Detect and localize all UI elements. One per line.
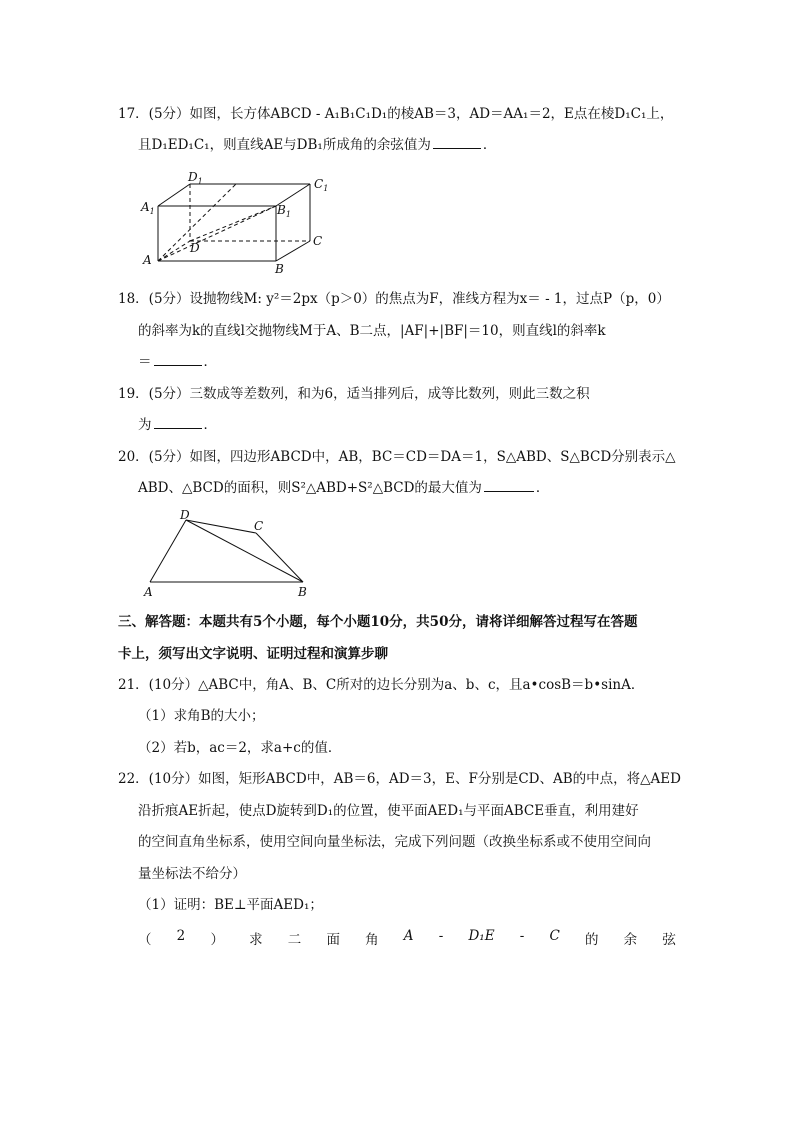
q17-line2-text: 且D₁ED₁C₁，则直线AE与DB₁所成角的余弦值为 xyxy=(138,137,431,153)
q19-line2-text: 为 xyxy=(138,417,152,433)
q22-part2-token: C xyxy=(549,928,560,944)
label-C: C xyxy=(254,519,264,533)
q22-part2-token: - xyxy=(438,928,444,944)
label-D: D xyxy=(190,241,200,255)
q18-line3-end: ． xyxy=(203,354,217,370)
q20-line2-text: ABD、△BCD的面积，则S²△ABD+S²△BCD的最大值为 xyxy=(138,480,482,496)
section3-line1: 三、解答题：本题共有5个小题，每个小题10分，共50分，请将详细解答过程写在答题 xyxy=(118,614,638,630)
q19-line1: 19．(5分）三数成等差数列，和为6，适当排列后，成等比数列，则此三数之积 xyxy=(118,386,590,402)
q22-part2-token: 2 xyxy=(176,928,186,944)
label-B: B xyxy=(275,262,284,276)
q18-line3-text: ＝ xyxy=(138,354,152,370)
q19-answer-blank[interactable] xyxy=(154,416,202,429)
q22-part2-token: D₁E xyxy=(468,928,495,944)
label-A1: $A_1$ xyxy=(141,200,155,216)
label-C: C xyxy=(313,234,323,248)
q22-part2-token: 角 xyxy=(365,932,379,948)
q22-part1: （1）证明：BE⊥平面AED₁； xyxy=(138,897,323,913)
q17-answer-blank[interactable] xyxy=(433,136,481,149)
q17-line2-end: ． xyxy=(482,137,497,153)
q20-answer-blank[interactable] xyxy=(484,479,534,492)
label-B1: $B_1$ xyxy=(277,203,291,219)
q22-line4: 量坐标法不给分） xyxy=(138,866,246,882)
q17-line2 xyxy=(138,136,496,154)
q21-part2: （2）若b，ac＝2，求a+c的值． xyxy=(138,740,342,756)
q22-part2-token: ） xyxy=(210,932,224,948)
q22-part2-token: A xyxy=(403,928,414,944)
label-B: B xyxy=(298,585,307,599)
q18-line1: 18．(5分）设抛物线M: y²＝2px（p＞0）的焦点为F，准线方程为x＝ - 1，过点P（p，0） xyxy=(118,291,670,307)
q18-line3 xyxy=(138,353,217,371)
q22-part2-token: 面 xyxy=(326,932,340,948)
q17-cuboid-figure xyxy=(138,166,338,276)
q22-part2-token: - xyxy=(519,928,525,944)
q17-line1: 17．(5分）如图，长方体ABCD - A₁B₁C₁D₁的棱AB＝3，AD＝AA₁＝2，E点在棱D₁C₁上， xyxy=(118,106,674,122)
label-C1: $C_1$ xyxy=(314,177,329,193)
q21-line1: 21．(10分）△ABC中，角A、B、C所对的边长分别为a、b、c，且a•cosB＝b•sinA． xyxy=(118,677,645,693)
q22-part2-token: （ xyxy=(138,932,152,948)
q22-part2-token: 二 xyxy=(287,932,302,948)
q22-line2: 沿折痕AE折起，使点D旋转到D₁的位置，使平面AED₁与平面ABCE垂直，利用建好 xyxy=(138,803,639,819)
q21-part1: （1）求角B的大小； xyxy=(138,708,265,724)
q22-part2-token: 弦 xyxy=(662,932,676,948)
q19-line2-end: ． xyxy=(203,417,217,433)
q18-answer-blank[interactable] xyxy=(154,353,202,366)
q19-line2 xyxy=(138,416,217,434)
label-D: D xyxy=(180,508,190,522)
q20-quadrilateral-figure xyxy=(138,508,328,600)
q20-line2 xyxy=(138,479,549,497)
label-A: A xyxy=(143,253,152,267)
q22-line1: 22．(10分）如图，矩形ABCD中，AB＝6，AD＝3，E、F分别是CD、AB的中点，将△AED xyxy=(118,771,681,787)
q18-line2: 的斜率为k的直线l交抛物线M于A、B二点，|AF|+|BF|＝10，则直线l的斜率k xyxy=(138,323,606,339)
q22-part2-justified-line xyxy=(138,928,676,948)
q22-part2-token: 的 xyxy=(584,932,599,948)
q22-line3: 的空间直角坐标系，使用空间向量坐标法，完成下列问题（改换坐标系或不使用空间向 xyxy=(138,834,651,850)
label-A: A xyxy=(144,585,153,599)
q22-part2-token: 求 xyxy=(249,932,263,948)
q22-part2-token: 余 xyxy=(623,932,638,948)
section3-line2: 卡上，须写出文字说明、证明过程和演算步聊 xyxy=(118,646,388,662)
label-D1: $D_1$ xyxy=(188,170,203,186)
q20-line1: 20．(5分）如图，四边形ABCD中，AB，BC＝CD＝DA＝1，S△ABD、S△BCD分别表示△ xyxy=(118,449,676,465)
q20-line2-end: ． xyxy=(535,480,550,496)
